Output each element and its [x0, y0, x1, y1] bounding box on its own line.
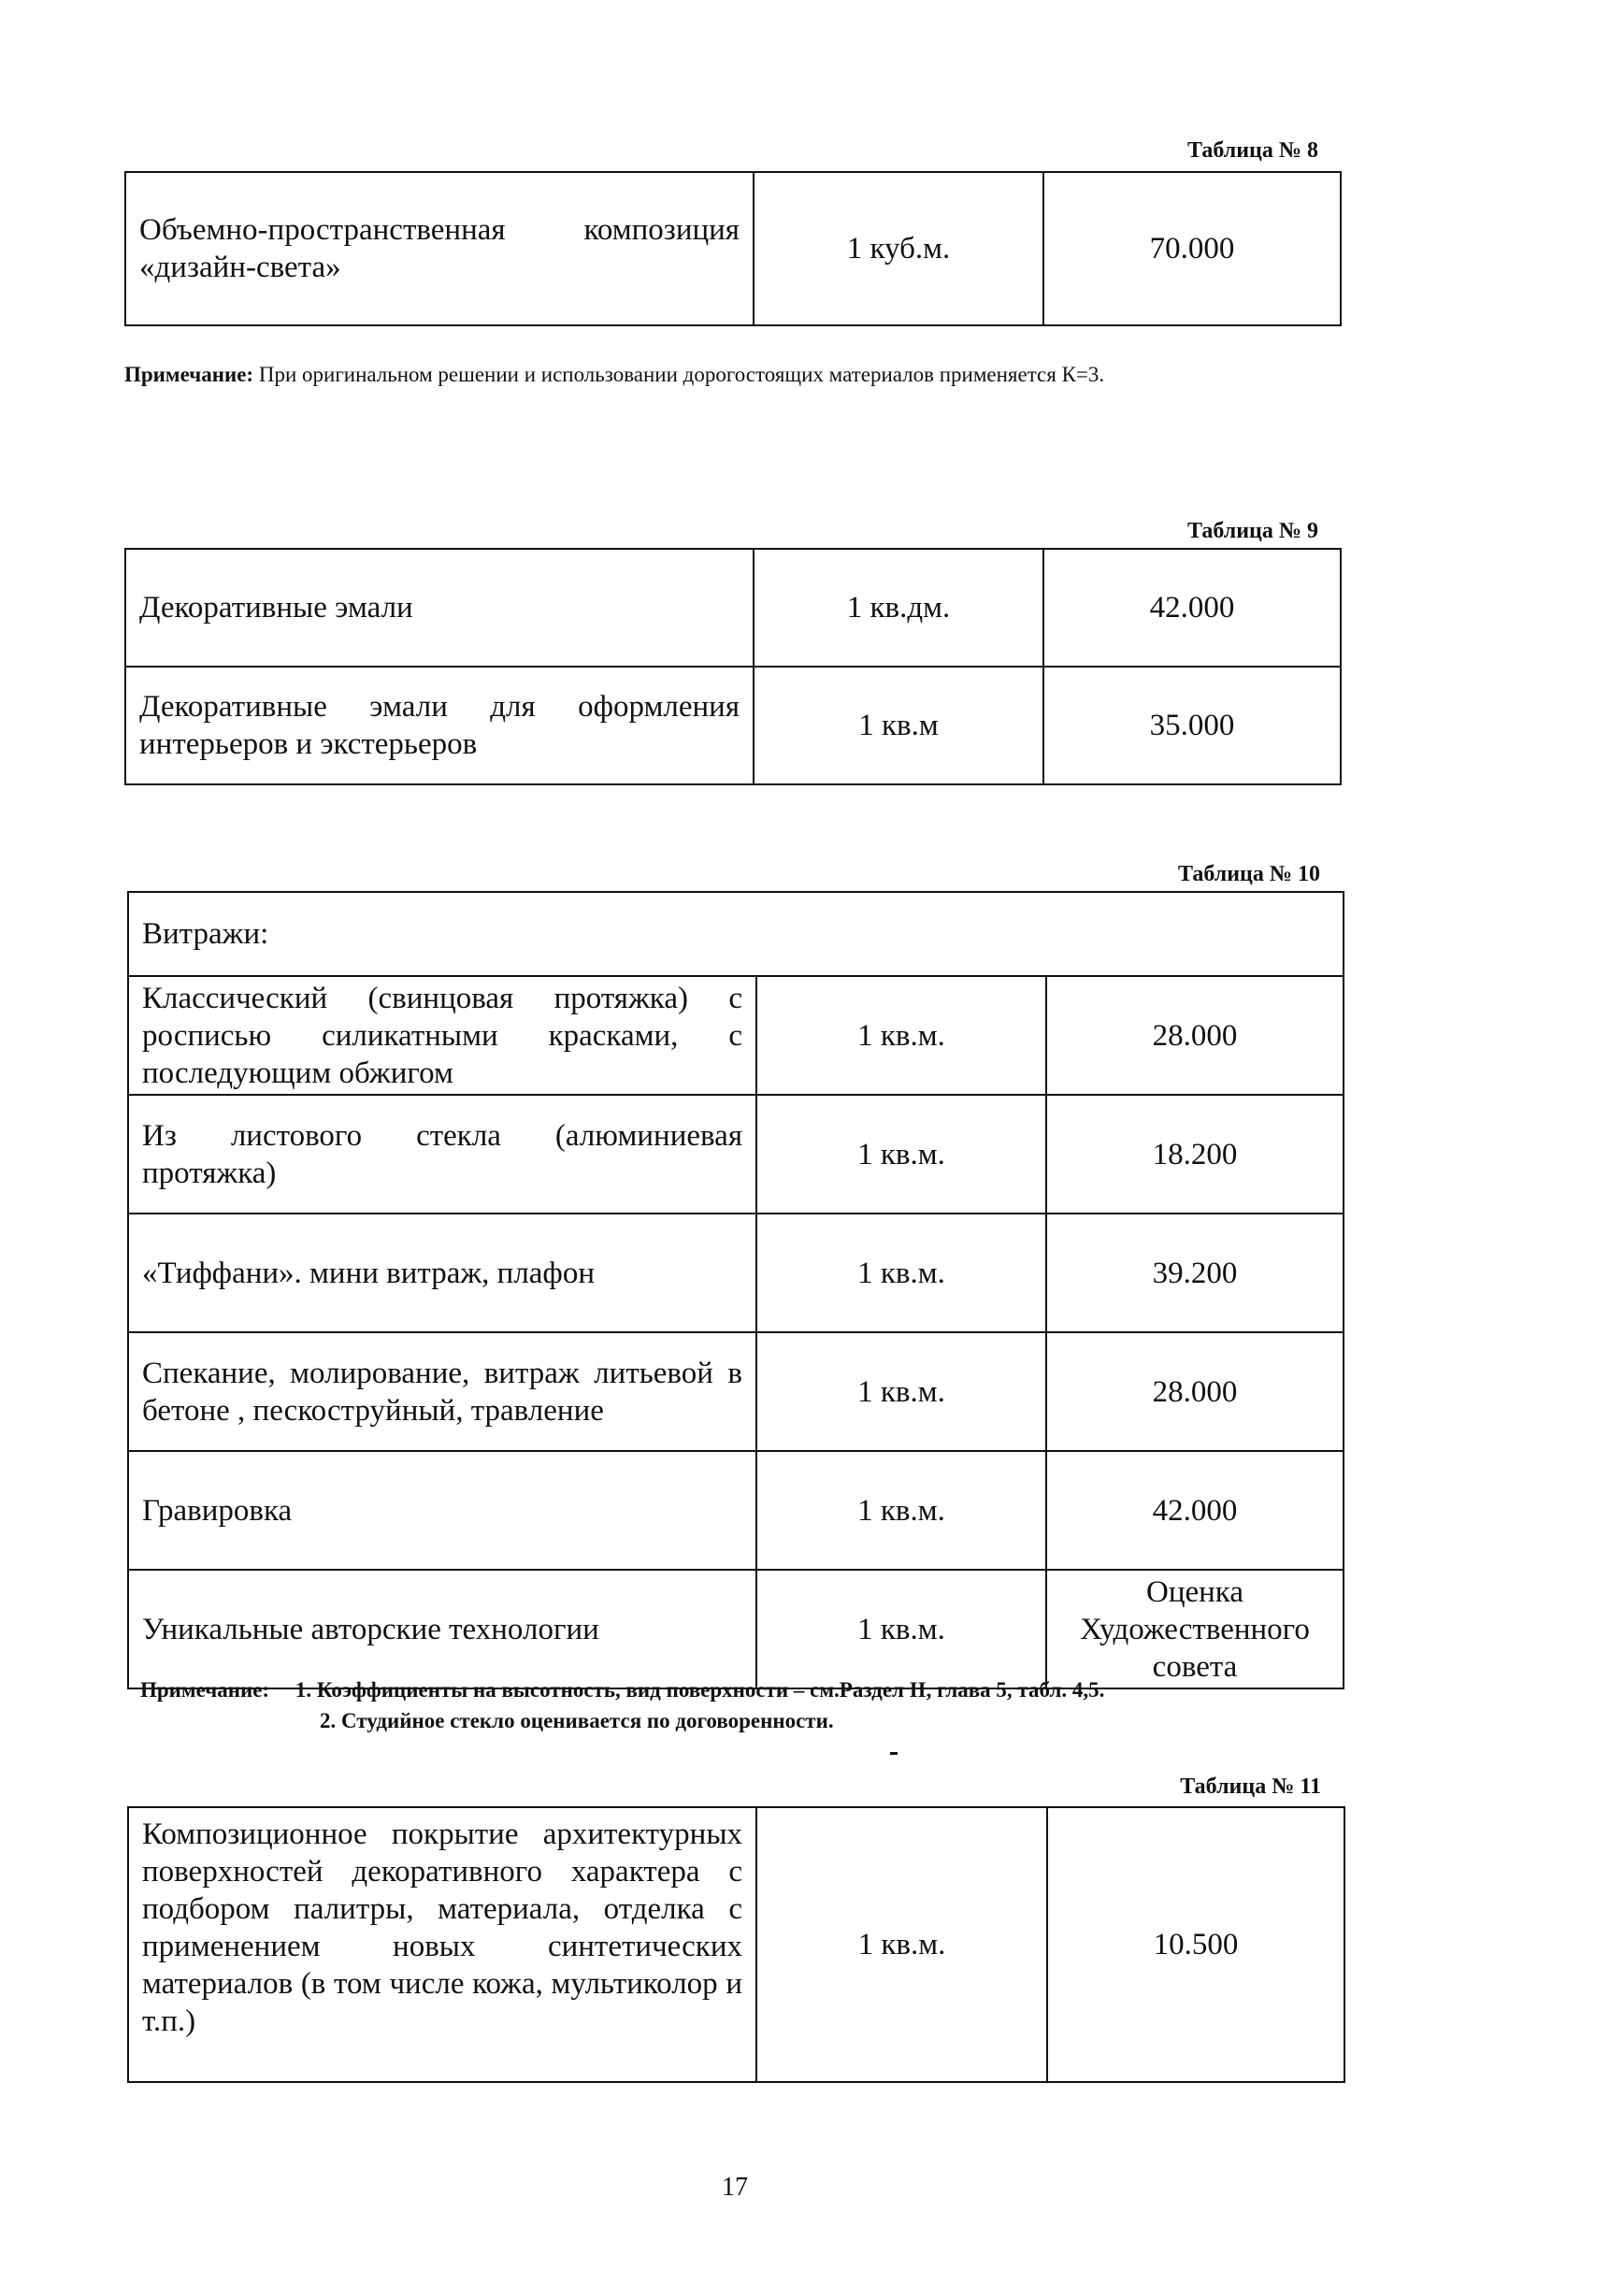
table-11-caption: Таблица № 11: [1180, 1774, 1321, 1799]
table-11-row-1-unit: 1 кв.м.: [756, 1807, 1047, 2082]
table-9-row-2-unit: 1 кв.м: [754, 667, 1043, 784]
table-10-row-2-desc: Из листового стекла (алюминиевая протяжка): [128, 1095, 756, 1214]
table-10-note-1: 1. Коэффициенты на высотность, вид поверхности – см.Раздел II, глава 5, табл. 4,5.: [295, 1678, 1105, 1702]
table-10-row-1-desc: Классический (свинцовая протяжка) с росписью силикатными красками, с последующим обжигом: [128, 976, 756, 1095]
table-9-row-2-price: 35.000: [1043, 667, 1341, 784]
table-10-note: [140, 1676, 1346, 1704]
table-row: [128, 1570, 1344, 1688]
stray-mark: [890, 1752, 898, 1755]
table-8-row-1-price: 70.000: [1043, 172, 1341, 325]
table-10-caption: Таблица № 10: [1177, 862, 1320, 886]
table-row: [128, 1807, 1344, 2082]
table-8-row-1-unit: 1 куб.м.: [754, 172, 1043, 325]
table-10-row-3-desc: «Тиффани». мини витраж, плафон: [128, 1214, 756, 1332]
page-number: 17: [722, 2173, 748, 2202]
table-row: [128, 1451, 1344, 1570]
table-10-row-3-price: 39.200: [1046, 1214, 1344, 1332]
table-10-note-label: Примечание:: [140, 1678, 270, 1702]
table-10-row-5-desc: Гравировка: [128, 1451, 756, 1570]
table-10-row-2-unit: 1 кв.м.: [756, 1095, 1046, 1214]
table-10-row-4-desc: Спекание, молирование, витраж литьевой в бетоне , пескоструйный, травление: [128, 1332, 756, 1451]
table-9-caption: Таблица № 9: [1186, 519, 1318, 543]
table-10-row-5-price: 42.000: [1046, 1451, 1344, 1570]
table-9-row-1-unit: 1 кв.дм.: [754, 549, 1043, 667]
table-11-row-1-price: 10.500: [1047, 1807, 1344, 2082]
table-row: [128, 976, 1344, 1095]
table-8-row-1-desc: Объемно-пространственная композиция «дизайн-света»: [125, 172, 754, 325]
table-10-row-1-price: 28.000: [1046, 976, 1344, 1095]
table-9: [124, 548, 1342, 785]
table-row: [128, 1332, 1344, 1451]
table-10-note-2: 2. Студийное стекло оценивается по договоренности.: [320, 1709, 834, 1732]
table-10-row-6-unit: 1 кв.м.: [756, 1570, 1046, 1688]
table-10-row-1-unit: 1 кв.м.: [756, 976, 1046, 1095]
table-row: [128, 892, 1344, 976]
table-10-row-4-unit: 1 кв.м.: [756, 1332, 1046, 1451]
table-8: [124, 171, 1342, 326]
table-8-note: [124, 361, 1340, 389]
table-11: [127, 1806, 1345, 2083]
table-10-note-second: [320, 1707, 1255, 1735]
table-10-row-5-unit: 1 кв.м.: [756, 1451, 1046, 1570]
table-10: [127, 891, 1344, 1689]
table-10-row-2-price: 18.200: [1046, 1095, 1344, 1214]
table-row: [128, 1214, 1344, 1332]
table-11-row-1-desc: Композиционное покрытие архитектурных поверхностей декоративного характера с подбором палитры, материала, отделка с применением новых синтетических материалов (в том числе кожа, мультиколор и т.п.): [128, 1807, 756, 2082]
table-9-row-2-desc: Декоративные эмали для оформления интерьеров и экстерьеров: [125, 667, 754, 784]
table-10-header: Витражи:: [128, 892, 1344, 976]
table-8-note-text: При оригинальном решении и использовании дорогостоящих материалов применяется К=3.: [258, 363, 1105, 386]
table-9-row-1-desc: Декоративные эмали: [125, 549, 754, 667]
table-8-note-label: Примечание:: [124, 363, 254, 386]
table-10-row-4-price: 28.000: [1046, 1332, 1344, 1451]
table-8-caption: Таблица № 8: [1186, 138, 1318, 163]
table-10-row-6-price: Оценка Художественного совета: [1046, 1570, 1344, 1688]
table-row: [128, 1095, 1344, 1214]
table-9-row-1-price: 42.000: [1043, 549, 1341, 667]
table-row: [125, 549, 1341, 667]
table-row: [125, 667, 1341, 784]
table-10-row-6-desc: Уникальные авторские технологии: [128, 1570, 756, 1688]
table-row: [125, 172, 1341, 325]
table-10-row-3-unit: 1 кв.м.: [756, 1214, 1046, 1332]
